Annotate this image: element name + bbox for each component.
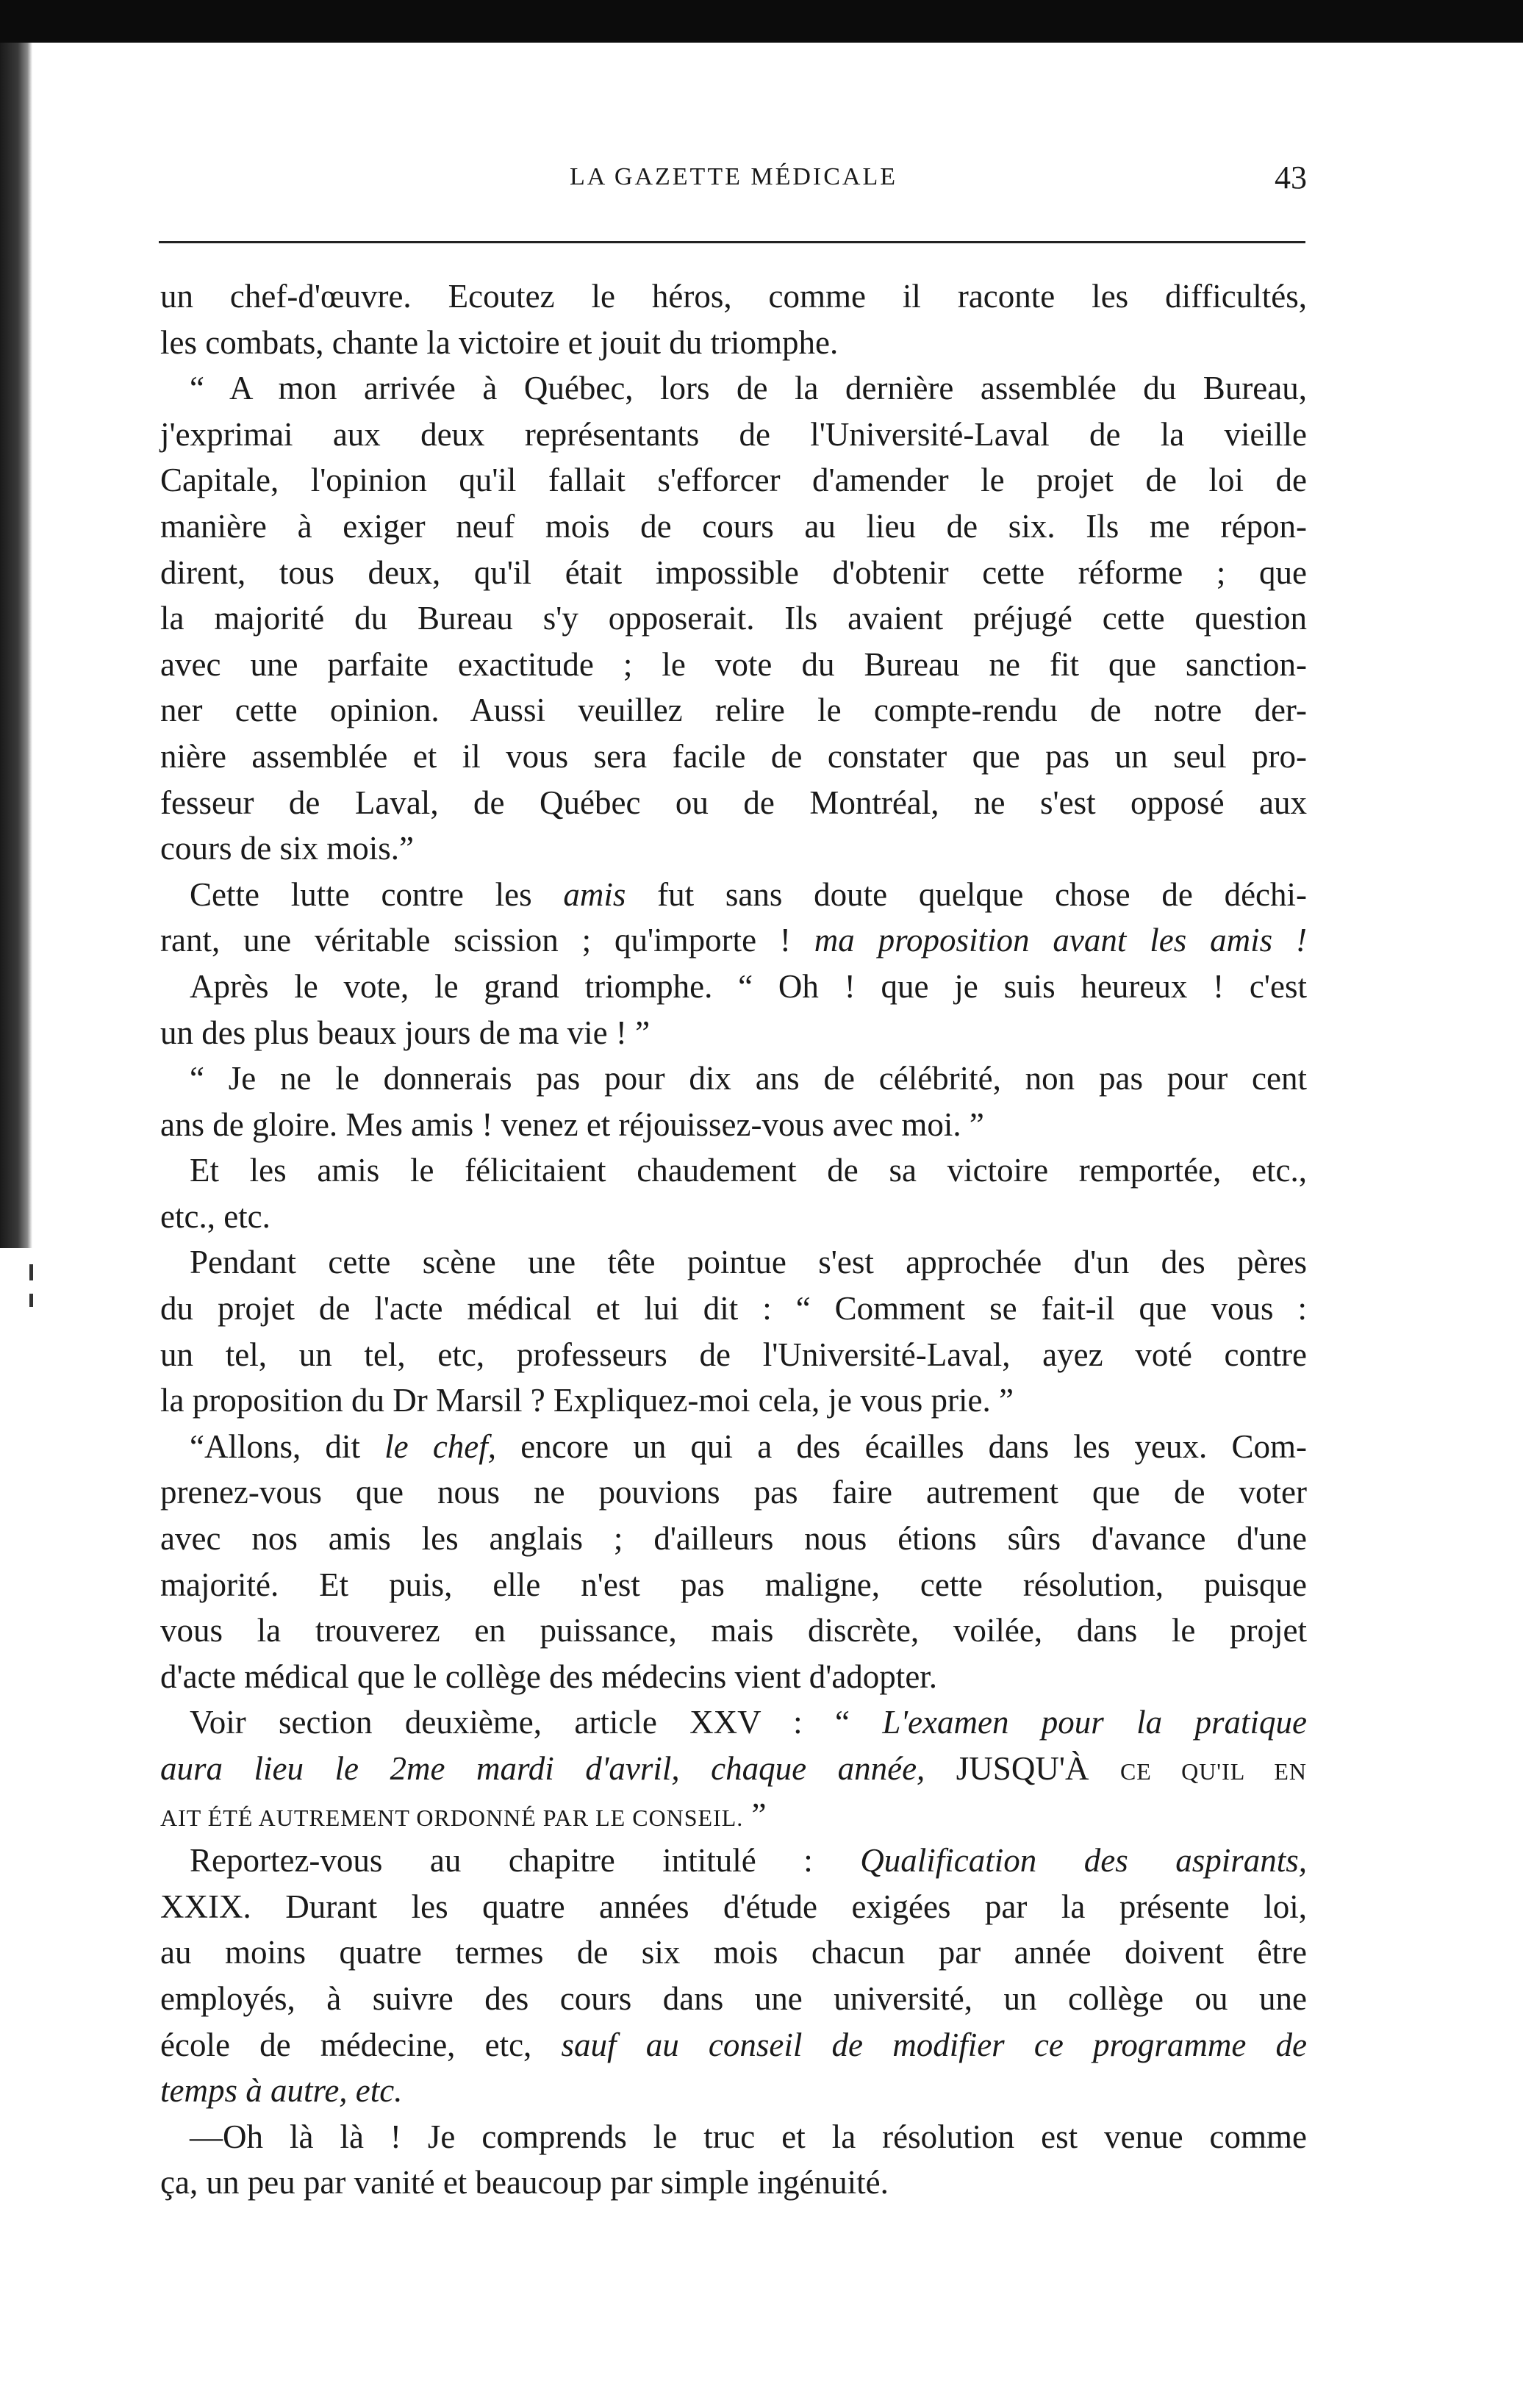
text-line: Après le vote, le grand triomphe. “ Oh ! que je suis heureux ! c'est [190,967,1307,1005]
text-line: Et les amis le félicitaient chaudement de sa victoire remportée, etc., [190,1152,1307,1189]
text-line: dirent, tous deux, qu'il était impossible d'obtenir cette réforme ; que [160,553,1307,591]
text-line: ça, un peu par vanité et beaucoup par simple ingénuité. [160,2164,889,2201]
text-line: prenez-vous que nous ne pouvions pas faire autrement que de voter [160,1474,1307,1511]
text-line: Pendant cette scène une tête pointue s'est approchée d'un des pères [190,1244,1307,1281]
text-line: XXIX. Durant les quatre années d'étude exigées par la présente loi, [160,1888,1307,1925]
header-rule [159,241,1305,243]
text-line: cours de six mois.” [160,830,414,867]
body-text [160,273,1307,2206]
text-line: majorité. Et puis, elle n'est pas maligne, cette résolution, puisque [160,1566,1307,1603]
text-line: employés, à suivre des cours dans une université, un collège ou une [160,1979,1307,2017]
page-number: 43 [1275,160,1307,196]
text-line: vous la trouverez en puissance, mais discrète, voilée, dans le projet [160,1612,1307,1649]
text-line: temps à autre, etc. [160,2072,403,2110]
text-line: au moins quatre termes de six mois chacun par année doivent être [160,1934,1307,1971]
text-line: avec nos amis les anglais ; d'ailleurs nous étions sûrs d'avance d'une [160,1520,1307,1558]
text-line: rant, une véritable scission ; qu'importe ! ma proposition avant les amis ! [160,922,1307,959]
text-line: manière à exiger neuf mois de cours au lieu de six. Ils me répon- [160,507,1307,545]
text-line: Voir section deuxième, article XXV : “ L'examen pour la pratique [190,1704,1308,1741]
text-line: fesseur de Laval, de Québec ou de Montréal, ne s'est opposé aux [160,784,1307,821]
text-line: du projet de l'acte médical et lui dit : “ Comment se fait-il que vous : [160,1290,1307,1327]
text-line: avec une parfaite exactitude ; le vote du Bureau ne fit que sanction- [160,645,1307,683]
text-line: Reportez-vous au chapitre intitulé : Qualification des aspirants, [190,1842,1307,1880]
scan-speck [29,1264,33,1280]
page [160,147,1308,2201]
text-line: un des plus beaux jours de ma vie ! ” [160,1014,651,1051]
text-line: aura lieu le 2me mardi d'avril, chaque année, JUSQU'À CE QU'IL EN [160,1750,1307,1787]
text-line: “ Je ne le donnerais pas pour dix ans de célébrité, non pas pour cent [190,1060,1307,1097]
text-line: nière assemblée et il vous sera facile de constater que pas un seul pro- [160,737,1307,775]
text-line: —Oh là là ! Je comprends le truc et la résolution est venue comme [190,2118,1307,2155]
text-line: Cette lutte contre les amis fut sans doute quelque chose de déchi- [190,875,1307,913]
text-line: ans de gloire. Mes amis ! venez et réjouissez-vous avec moi. ” [160,1106,984,1143]
scan-speck [29,1294,33,1307]
running-title: LA GAZETTE MÉDICALE [569,163,898,190]
text-line: Capitale, l'opinion qu'il fallait s'efforcer d'amender le projet de loi de [160,462,1307,499]
scan-left-edge [0,43,32,1248]
text-line: j'exprimai aux deux représentants de l'Université-Laval de la vieille [160,415,1307,453]
text-line: école de médecine, etc, sauf au conseil de modifier ce programme de [160,2026,1307,2063]
text-line: les combats, chante la victoire et jouit du triomphe. [160,323,839,361]
text-line: d'acte médical que le collège des médecins vient d'adopter. [160,1658,938,1695]
text-line: “Allons, dit le chef, encore un qui a des écailles dans les yeux. Com- [190,1427,1307,1465]
text-line: ner cette opinion. Aussi veuillez relire le compte-rendu de notre der- [160,692,1307,729]
text-line: un tel, un tel, etc, professeurs de l'Université-Laval, ayez voté contre [160,1336,1307,1373]
text-line: “ A mon arrivée à Québec, lors de la dernière assemblée du Bureau, [190,370,1307,407]
scan-top-edge [0,0,1523,43]
text-line: etc., etc. [160,1197,270,1235]
text-line: AIT ÉTÉ AUTREMENT ORDONNÉ PAR LE CONSEIL. ” [160,1796,767,1833]
text-line: la majorité du Bureau s'y opposerait. Ils avaient préjugé cette question [160,600,1307,637]
text-line: la proposition du Dr Marsil ? Expliquez-moi cela, je vous prie. ” [160,1382,1014,1419]
text-line: un chef-d'œuvre. Ecoutez le héros, comme il raconte les difficultés, [160,278,1307,315]
running-head [160,147,1307,200]
